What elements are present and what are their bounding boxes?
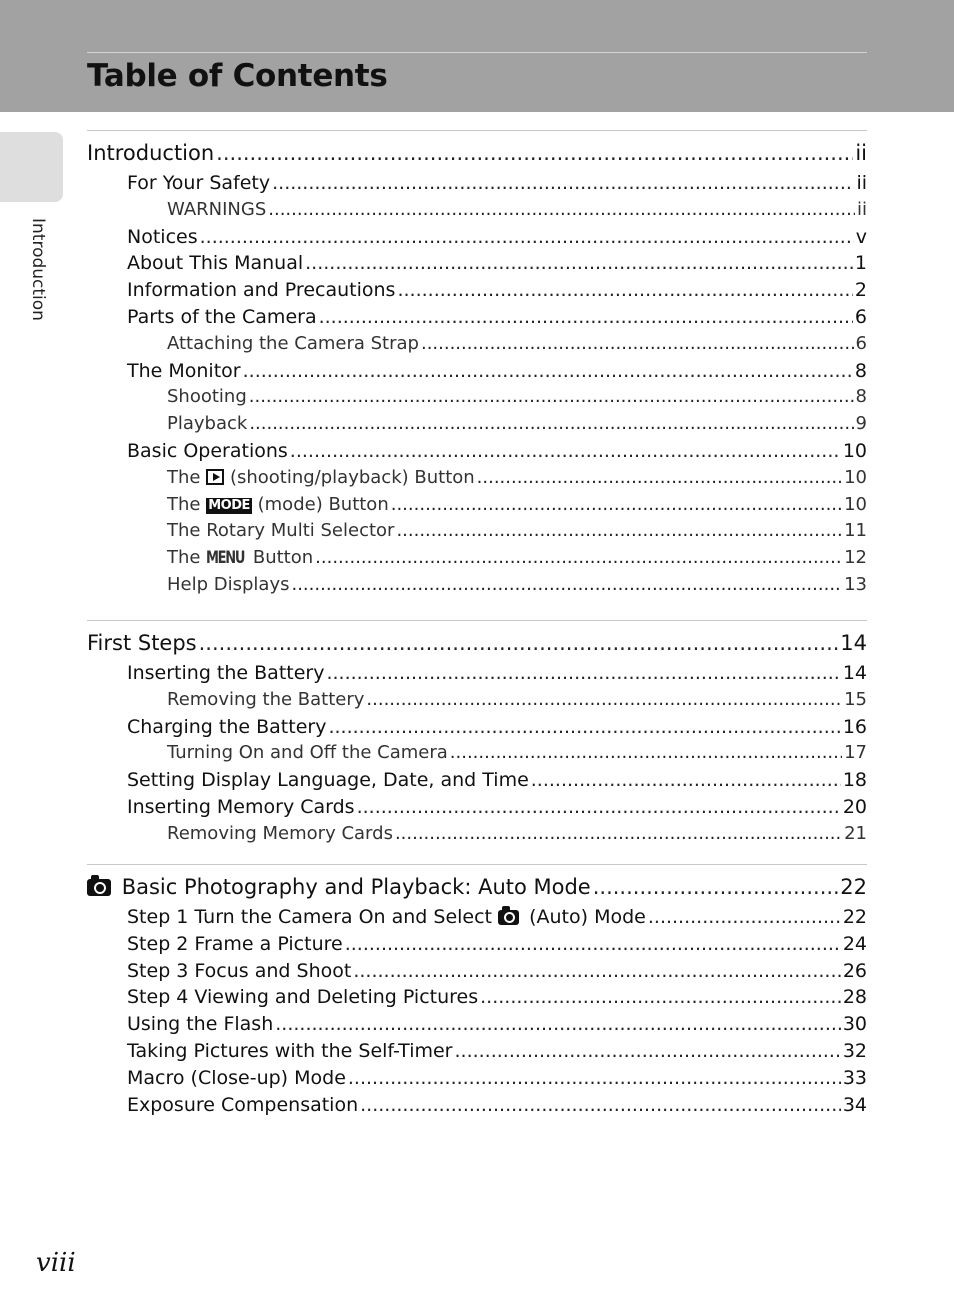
dot-leader <box>249 384 854 411</box>
dot-leader <box>395 821 842 848</box>
toc-entry[interactable] <box>87 331 867 358</box>
toc-entry-page: 10 <box>844 493 867 515</box>
toc-entry[interactable] <box>87 358 867 385</box>
toc-entry-label: Setting Display Language, Date, and Time <box>127 769 529 792</box>
toc-entry-page: ii <box>856 198 867 220</box>
dot-leader <box>348 1065 841 1092</box>
label-suffix: (shooting/playback) Button <box>229 466 475 488</box>
toc-entry-label <box>167 465 475 492</box>
toc-entry-label: Macro (Close-up) Mode <box>127 1066 346 1089</box>
dot-leader <box>396 518 842 545</box>
dot-leader <box>291 572 842 599</box>
toc-entry[interactable] <box>87 870 867 904</box>
toc-entry-label: Inserting Memory Cards <box>127 795 355 818</box>
toc-entry-label: Taking Pictures with the Self-Timer <box>127 1039 453 1062</box>
toc-entry-label: Attaching the Camera Strap <box>167 332 419 354</box>
toc-entry-page: v <box>855 225 867 248</box>
toc-entry[interactable] <box>87 197 867 224</box>
toc-entry-label: Notices <box>127 225 198 248</box>
toc-entry-page: 22 <box>840 875 867 899</box>
dot-leader <box>216 136 853 170</box>
toc-entry[interactable] <box>87 1065 867 1092</box>
toc-entry[interactable] <box>87 687 867 714</box>
camera-icon <box>498 910 519 925</box>
dot-leader <box>315 545 842 572</box>
toc-entry-page: 14 <box>840 631 867 655</box>
toc-entry-label: Parts of the Camera <box>127 305 317 328</box>
toc-entry-label <box>167 492 389 519</box>
toc-entry-label: For Your Safety <box>127 172 271 194</box>
toc-entry-page: 10 <box>842 439 867 462</box>
toc-entry[interactable] <box>87 931 867 958</box>
toc-entry-page: 2 <box>854 279 867 302</box>
side-tab-label: Introduction <box>28 218 48 321</box>
toc-entry[interactable] <box>87 224 867 251</box>
toc-entry-page: 22 <box>842 906 867 928</box>
dot-leader <box>366 687 842 714</box>
toc-entry[interactable] <box>87 545 867 572</box>
dot-leader <box>360 1092 841 1119</box>
toc-entry-label: Basic Operations <box>127 439 288 462</box>
toc-entry[interactable] <box>87 626 867 660</box>
toc-entry-label: Using the Flash <box>127 1013 274 1036</box>
dot-leader <box>357 794 841 821</box>
dot-leader <box>200 224 854 251</box>
dot-leader <box>593 870 839 904</box>
dot-leader <box>353 958 840 985</box>
toc-entry-page: 32 <box>842 1039 867 1062</box>
toc-entry-page: 8 <box>854 359 867 382</box>
toc-entry[interactable] <box>87 304 867 331</box>
label-suffix: Button <box>252 547 314 569</box>
toc-entry-page: 6 <box>854 305 867 328</box>
dot-leader <box>199 626 839 660</box>
toc-entry-label <box>127 904 646 931</box>
toc-entry-label: Step 4 Viewing and Deleting Pictures <box>127 986 479 1009</box>
toc-entry-page: 16 <box>842 715 867 738</box>
toc-entry-page: 20 <box>842 795 867 818</box>
toc-entry[interactable] <box>87 660 867 687</box>
toc-entry-label <box>87 870 591 904</box>
toc-entry[interactable] <box>87 170 867 197</box>
menu-button-icon: MENU <box>206 548 245 569</box>
toc-entry-label: Step 3 Focus and Shoot <box>127 959 352 982</box>
toc-entry[interactable] <box>87 904 867 931</box>
toc-section-auto-mode <box>87 864 867 1118</box>
toc-entry-page: ii <box>856 172 867 194</box>
dot-leader <box>391 492 842 519</box>
toc-entry-page: 9 <box>855 413 867 435</box>
toc-entry-label: Introduction <box>87 141 215 165</box>
playback-button-icon <box>206 469 224 485</box>
toc-entry[interactable] <box>87 1092 867 1119</box>
toc-entry[interactable] <box>87 250 867 277</box>
dot-leader <box>249 411 853 438</box>
dot-leader <box>268 197 855 224</box>
toc-entry-page: 28 <box>842 986 867 1009</box>
dot-leader <box>328 714 840 741</box>
toc-entry[interactable] <box>87 1038 867 1065</box>
toc-entry[interactable] <box>87 438 867 465</box>
dot-leader <box>421 331 854 358</box>
toc-entry-label: Exposure Compensation <box>127 1093 359 1116</box>
toc-entry-page: 8 <box>855 386 867 408</box>
toc-entry[interactable] <box>87 767 867 794</box>
toc-entry-label: Removing the Battery <box>167 688 365 710</box>
toc-entry-label <box>167 545 313 572</box>
toc-entry-label: Step 2 Frame a Picture <box>127 932 343 955</box>
toc-entry-label: The Monitor <box>127 359 241 382</box>
label-prefix: The <box>167 466 201 488</box>
toc-entry[interactable] <box>87 518 867 545</box>
toc-entry-label: The Rotary Multi Selector <box>167 520 395 542</box>
toc-entry-page: 12 <box>844 547 867 569</box>
page-title: Table of Contents <box>87 58 388 94</box>
toc-entry[interactable] <box>87 794 867 821</box>
toc-entry-label: Shooting <box>167 386 247 408</box>
dot-leader <box>272 170 854 197</box>
toc-entry-page: 26 <box>842 959 867 982</box>
toc-entry-label: Charging the Battery <box>127 715 327 738</box>
side-tab <box>0 132 63 202</box>
toc-entry-page: 24 <box>842 932 867 955</box>
toc-entry[interactable] <box>87 821 867 848</box>
page-number: viii <box>36 1248 76 1278</box>
toc-entry-page: 14 <box>842 662 867 684</box>
toc-entry-label: Turning On and Off the Camera <box>167 742 448 764</box>
toc-entry[interactable] <box>87 572 867 599</box>
dot-leader <box>477 465 842 492</box>
dot-leader <box>454 1038 840 1065</box>
dot-leader <box>275 1011 841 1038</box>
toc-entry-page: 6 <box>855 332 867 354</box>
toc-entry-page: 13 <box>844 573 867 595</box>
toc-entry[interactable] <box>87 740 867 767</box>
camera-icon <box>87 879 111 896</box>
dot-leader <box>319 304 853 331</box>
label-suffix: (Auto) Mode <box>529 906 646 928</box>
toc-entry-label: Removing Memory Cards <box>167 822 393 844</box>
toc-entry[interactable] <box>87 136 867 170</box>
toc-entry-page: 30 <box>842 1013 867 1036</box>
toc-entry[interactable] <box>87 465 867 492</box>
toc-entry-label: First Steps <box>87 631 197 655</box>
header-band <box>0 0 954 112</box>
toc <box>87 130 867 1118</box>
toc-entry-page: ii <box>855 141 867 165</box>
toc-entry-page: 10 <box>844 466 867 488</box>
toc-entry[interactable] <box>87 492 867 519</box>
dot-leader <box>480 984 841 1011</box>
toc-section-first-steps <box>87 620 867 864</box>
dot-leader <box>326 660 840 687</box>
dot-leader <box>648 904 841 931</box>
dot-leader <box>450 740 842 767</box>
toc-entry-page: 1 <box>854 252 867 275</box>
toc-entry-page: 18 <box>842 769 867 792</box>
toc-entry-label: Inserting the Battery <box>127 662 325 684</box>
toc-entry-page: 17 <box>844 742 867 764</box>
dot-leader <box>290 438 841 465</box>
toc-entry-page: 21 <box>844 822 867 844</box>
toc-entry[interactable] <box>87 277 867 304</box>
section-title: Basic Photography and Playback: Auto Mode <box>121 875 591 899</box>
dot-leader <box>397 277 852 304</box>
label-prefix: The <box>167 493 201 515</box>
toc-entry-label: Playback <box>167 413 248 435</box>
toc-entry[interactable] <box>87 411 867 438</box>
toc-entry-page: 15 <box>844 688 867 710</box>
label-prefix: Step 1 Turn the Camera On and Select <box>127 906 493 928</box>
toc-entry[interactable] <box>87 1011 867 1038</box>
toc-entry-label: Help Displays <box>167 573 290 595</box>
toc-entry-label: WARNINGS <box>167 198 267 220</box>
label-prefix: The <box>167 547 201 569</box>
dot-leader <box>531 767 841 794</box>
dot-leader <box>243 358 853 385</box>
toc-entry-label: About This Manual <box>127 252 304 275</box>
toc-entry-page: 33 <box>842 1066 867 1089</box>
header-rule <box>87 52 867 53</box>
mode-button-icon: MODE <box>208 497 250 513</box>
toc-entry-page: 11 <box>844 520 867 542</box>
toc-entry[interactable] <box>87 958 867 985</box>
toc-entry-label: Information and Precautions <box>127 279 396 302</box>
dot-leader <box>345 931 841 958</box>
label-suffix: (mode) Button <box>257 493 389 515</box>
toc-entry[interactable] <box>87 714 867 741</box>
toc-entry-page: 34 <box>842 1093 867 1116</box>
toc-section-introduction <box>87 130 867 620</box>
dot-leader <box>305 250 853 277</box>
toc-entry[interactable] <box>87 984 867 1011</box>
toc-entry[interactable] <box>87 384 867 411</box>
